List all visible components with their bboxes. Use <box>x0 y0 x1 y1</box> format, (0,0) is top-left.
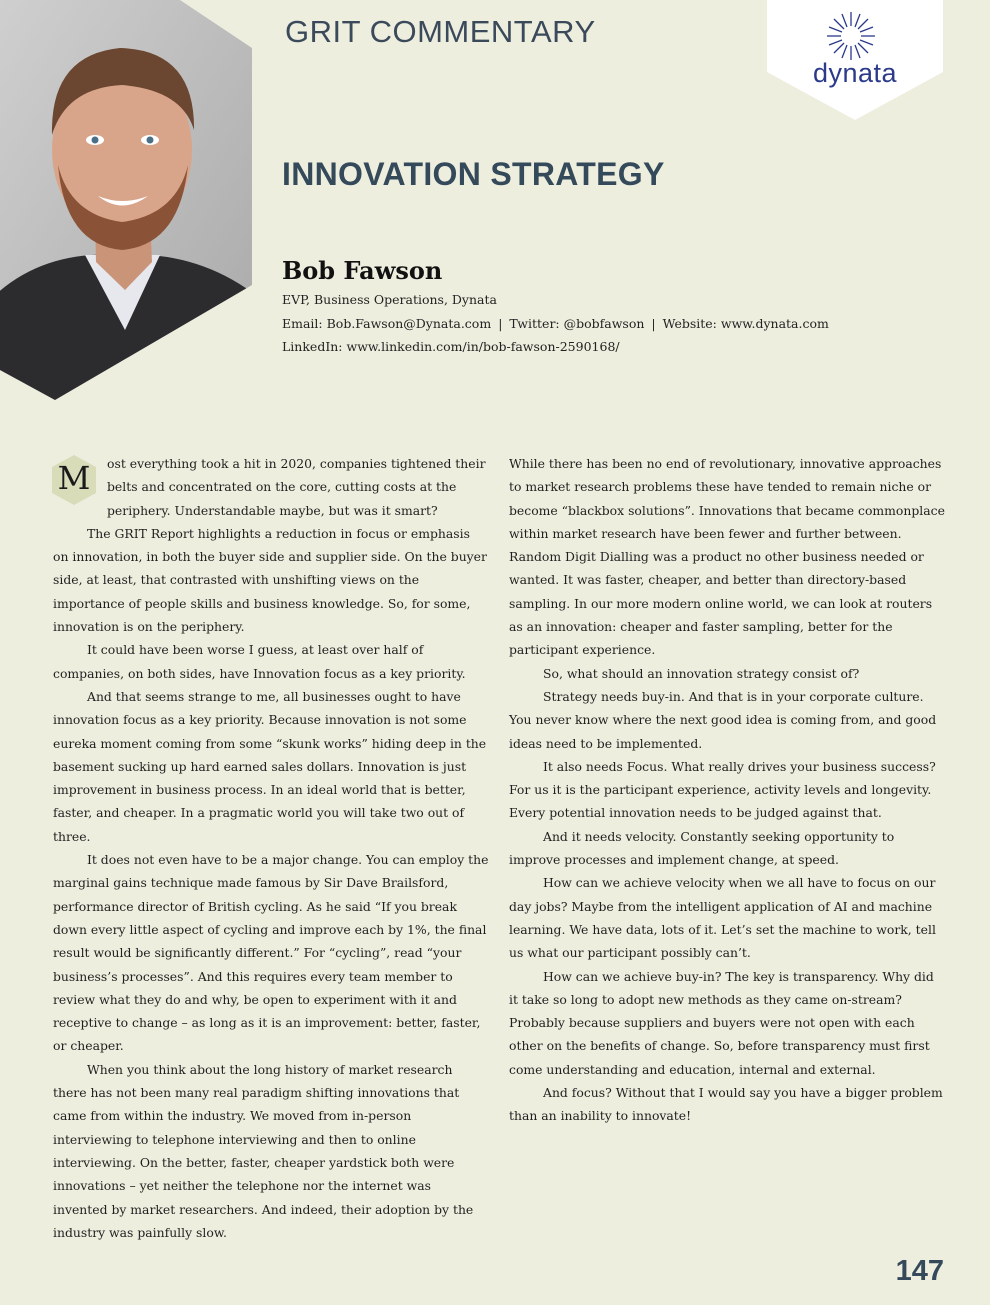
dropcap-letter: M <box>57 459 91 497</box>
right-text-column <box>509 452 945 1128</box>
paragraph: It could have been worse I guess, at least over half of companies, on both sides, have Innovation focus as a key priority. <box>53 642 466 681</box>
left-text-column <box>53 452 489 1244</box>
separator: | <box>651 316 656 331</box>
author-twitter[interactable]: Twitter: @bobfawson <box>509 316 645 331</box>
dropcap <box>49 454 101 506</box>
paragraph: While there has been no end of revolutionary, innovative approaches to market research problems these have tended to remain niche or become “blackbox solutions”. Innovations that became commonplace within market research have been fewer and further between. Random Digit Dialling was a product no other business needed or wanted. It was faster, cheaper, and better than directory-based sampling. In our more modern online world, we can look at routers as an innovation: cheaper and faster sampling, better for the participant experience. <box>509 456 945 658</box>
page-number: 147 <box>895 1255 944 1287</box>
paragraph: When you think about the long history of market research there has not been many real paradigm shifting innovations that came from within the industry. We moved from in-person interviewing to telephone interviewing and then to online interviewing. On the better, faster, cheaper yardstick both were innovations – yet neither the telephone nor the internet was invented by market researchers. And indeed, their adoption by the industry was painfully slow. <box>53 1061 474 1240</box>
paragraph: The GRIT Report highlights a reduction in focus or emphasis on innovation, in both the buyer side and supplier side. On the buyer side, at least, that contrasted with unshifting views on the importance of people skills and business knowledge. So, for some, innovation is on the periphery. <box>53 525 487 635</box>
separator: | <box>498 316 503 331</box>
paragraph <box>53 452 489 522</box>
paragraph: It also needs Focus. What really drives your business success? For us it is the participant experience, activity levels and longevity. Every potential innovation needs to be judged against that. <box>509 758 936 821</box>
paragraph: Strategy needs buy-in. And that is in your corporate culture. You never know where the next good idea is coming from, and good ideas need to be implemented. <box>509 688 937 751</box>
author-role: EVP, Business Operations, Dynata <box>282 292 497 307</box>
paragraph-text: ost everything took a hit in 2020, companies tightened their belts and concentrated on the core, cutting costs at the periphery. Understandable maybe, but was it smart? <box>107 456 486 518</box>
paragraph: And focus? Without that I would say you have a bigger problem than an inability to innovate! <box>509 1085 943 1124</box>
paragraph: And it needs velocity. Constantly seeking opportunity to improve processes and implement change, at speed. <box>509 828 895 868</box>
author-website[interactable]: Website: www.dynata.com <box>662 316 829 331</box>
paragraph: It does not even have to be a major change. You can employ the marginal gains technique made famous by Sir Dave Brailsford, performance director of British cycling. As he said “If you break down every little aspect of cycling and improve each by 1%, the final result would be significantly different.” For “cycling”, read “your business’s processes”. And this requires every team member to review what they do and why, be open to experiment with it and receptive to change – as long as it is an improvement: better, faster, or cheaper. <box>53 852 489 1054</box>
author-email[interactable]: Email: Bob.Fawson@Dynata.com <box>282 316 492 331</box>
author-portrait-image <box>0 0 252 400</box>
author-name: Bob Fawson <box>282 256 443 285</box>
paragraph: How can we achieve velocity when we all have to focus on our day jobs? Maybe from the intelligent application of AI and machine learning. We have data, lots of it. Let’s set the machine to work, tell us what our participant possibly can’t. <box>509 875 936 961</box>
paragraph: How can we achieve buy-in? The key is transparency. Why did it take so long to adopt new methods as they came on-stream? Probably because suppliers and buyers were not open with each other on the benefits of change. So, before transparency must first come understanding and education, internal and external. <box>509 968 934 1077</box>
author-contact-line <box>282 316 829 331</box>
section-label: GRIT COMMENTARY <box>285 14 596 49</box>
author-linkedin[interactable]: LinkedIn: www.linkedin.com/in/bob-fawson-2590168/ <box>282 339 620 354</box>
paragraph: And that seems strange to me, all businesses ought to have innovation focus as a key priority. Because innovation is not some eureka moment coming from some “skunk works” hiding deep in the basement sucking up hard earned sales dollars. Innovation is just improvement in business process. In an ideal world that is better, faster, and cheaper. In a pragmatic world you will take two out of three. <box>53 688 487 844</box>
article-title: INNOVATION STRATEGY <box>282 156 665 192</box>
dynata-logo <box>767 0 943 120</box>
logo-wordmark: dynata <box>812 58 898 88</box>
author-photo <box>0 0 252 400</box>
paragraph: So, what should an innovation strategy consist of? <box>543 665 860 681</box>
